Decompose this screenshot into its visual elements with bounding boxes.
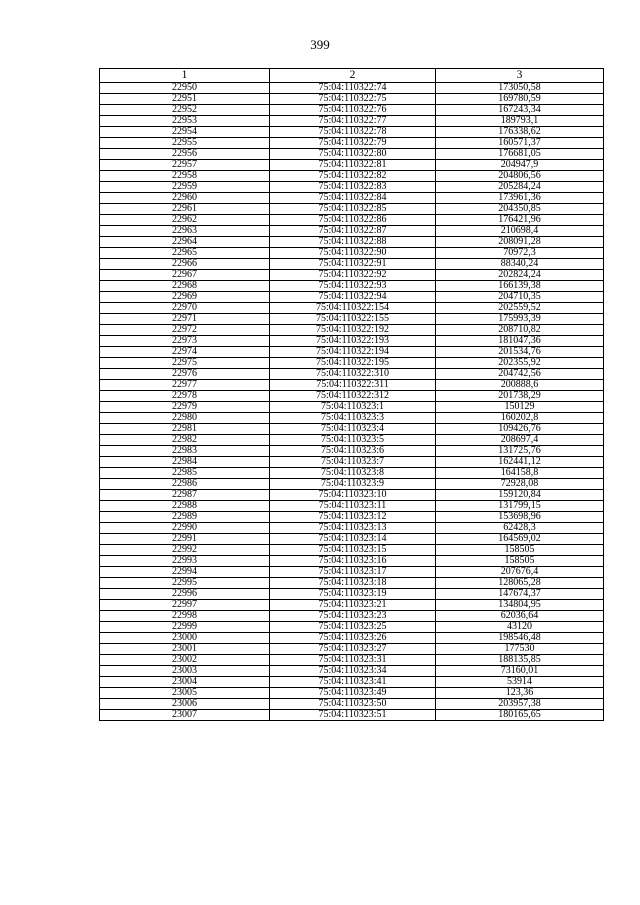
value-cell: 162441,12 — [436, 457, 604, 468]
value-cell: 204350,85 — [436, 204, 604, 215]
cadastral-number-cell: 75:04:110323:27 — [270, 644, 436, 655]
value-cell: 204806,56 — [436, 171, 604, 182]
value-cell: 109426,76 — [436, 424, 604, 435]
table-row — [100, 468, 604, 479]
row-number-cell: 22992 — [100, 545, 270, 556]
cadastral-number-cell: 75:04:110322:93 — [270, 281, 436, 292]
cadastral-number-cell: 75:04:110322:76 — [270, 105, 436, 116]
cadastral-number-cell: 75:04:110323:15 — [270, 545, 436, 556]
table-row — [100, 644, 604, 655]
cadastral-number-cell: 75:04:110322:90 — [270, 248, 436, 259]
row-number-cell: 22971 — [100, 314, 270, 325]
table-row — [100, 160, 604, 171]
value-cell: 88340,24 — [436, 259, 604, 270]
row-number-cell: 22957 — [100, 160, 270, 171]
row-number-cell: 22977 — [100, 380, 270, 391]
row-number-cell: 22995 — [100, 578, 270, 589]
value-cell: 200888,6 — [436, 380, 604, 391]
cadastral-number-cell: 75:04:110323:18 — [270, 578, 436, 589]
row-number-cell: 22969 — [100, 292, 270, 303]
row-number-cell: 22959 — [100, 182, 270, 193]
cadastral-number-cell: 75:04:110322:310 — [270, 369, 436, 380]
value-cell: 53914 — [436, 677, 604, 688]
row-number-cell: 22993 — [100, 556, 270, 567]
value-cell: 150129 — [436, 402, 604, 413]
row-number-cell: 22967 — [100, 270, 270, 281]
table-row — [100, 402, 604, 413]
value-cell: 159120,84 — [436, 490, 604, 501]
row-number-cell: 22970 — [100, 303, 270, 314]
cadastral-number-cell: 75:04:110322:92 — [270, 270, 436, 281]
row-number-cell: 22963 — [100, 226, 270, 237]
table-row — [100, 556, 604, 567]
row-number-cell: 22955 — [100, 138, 270, 149]
table-row — [100, 303, 604, 314]
row-number-cell: 22960 — [100, 193, 270, 204]
table-row — [100, 567, 604, 578]
value-cell: 167243,34 — [436, 105, 604, 116]
row-number-cell: 22983 — [100, 446, 270, 457]
table-row — [100, 424, 604, 435]
row-number-cell: 23004 — [100, 677, 270, 688]
cadastral-number-cell: 75:04:110323:25 — [270, 622, 436, 633]
value-cell: 164569,02 — [436, 534, 604, 545]
value-cell: 176681,05 — [436, 149, 604, 160]
table-row — [100, 435, 604, 446]
row-number-cell: 22972 — [100, 325, 270, 336]
cadastral-number-cell: 75:04:110323:3 — [270, 413, 436, 424]
column-header-1: 1 — [100, 69, 270, 83]
row-number-cell: 23001 — [100, 644, 270, 655]
table-row — [100, 380, 604, 391]
value-cell: 208697,4 — [436, 435, 604, 446]
table-row — [100, 589, 604, 600]
cadastral-number-cell: 75:04:110322:312 — [270, 391, 436, 402]
cadastral-number-cell: 75:04:110323:8 — [270, 468, 436, 479]
cadastral-number-cell: 75:04:110322:80 — [270, 149, 436, 160]
table-row — [100, 655, 604, 666]
row-number-cell: 22974 — [100, 347, 270, 358]
cadastral-number-cell: 75:04:110323:1 — [270, 402, 436, 413]
value-cell: 62036,64 — [436, 611, 604, 622]
table-row — [100, 248, 604, 259]
table-row — [100, 347, 604, 358]
table-row — [100, 281, 604, 292]
table-row — [100, 677, 604, 688]
cadastral-number-cell: 75:04:110323:17 — [270, 567, 436, 578]
value-cell: 204710,35 — [436, 292, 604, 303]
table-row — [100, 237, 604, 248]
row-number-cell: 22981 — [100, 424, 270, 435]
table-row — [100, 490, 604, 501]
cadastral-number-cell: 75:04:110322:81 — [270, 160, 436, 171]
value-cell: 205284,24 — [436, 182, 604, 193]
table-row — [100, 534, 604, 545]
table-row — [100, 83, 604, 94]
value-cell: 158505 — [436, 545, 604, 556]
value-cell: 202559,52 — [436, 303, 604, 314]
table-row — [100, 358, 604, 369]
table-row — [100, 622, 604, 633]
row-number-cell: 22988 — [100, 501, 270, 512]
table-row — [100, 292, 604, 303]
cadastral-number-cell: 75:04:110323:51 — [270, 710, 436, 721]
table-row — [100, 523, 604, 534]
table-row — [100, 578, 604, 589]
row-number-cell: 22978 — [100, 391, 270, 402]
value-cell: 147674,37 — [436, 589, 604, 600]
row-number-cell: 22964 — [100, 237, 270, 248]
cadastral-number-cell: 75:04:110323:21 — [270, 600, 436, 611]
value-cell: 175993,39 — [436, 314, 604, 325]
value-cell: 188135,85 — [436, 655, 604, 666]
value-cell: 202355,92 — [436, 358, 604, 369]
table-header-row — [100, 69, 604, 83]
row-number-cell: 23003 — [100, 666, 270, 677]
value-cell: 158505 — [436, 556, 604, 567]
table-row — [100, 149, 604, 160]
value-cell: 180165,65 — [436, 710, 604, 721]
row-number-cell: 22952 — [100, 105, 270, 116]
table-row — [100, 94, 604, 105]
table-row — [100, 501, 604, 512]
value-cell: 210698,4 — [436, 226, 604, 237]
table-row — [100, 666, 604, 677]
row-number-cell: 22980 — [100, 413, 270, 424]
value-cell: 160571,37 — [436, 138, 604, 149]
cadastral-number-cell: 75:04:110323:50 — [270, 699, 436, 710]
value-cell: 169780,59 — [436, 94, 604, 105]
table-row — [100, 512, 604, 523]
cadastral-number-cell: 75:04:110322:154 — [270, 303, 436, 314]
value-cell: 131725,76 — [436, 446, 604, 457]
table-row — [100, 457, 604, 468]
table-row — [100, 600, 604, 611]
value-cell: 166139,38 — [436, 281, 604, 292]
cadastral-number-cell: 75:04:110323:19 — [270, 589, 436, 600]
value-cell: 201738,29 — [436, 391, 604, 402]
row-number-cell: 22991 — [100, 534, 270, 545]
row-number-cell: 22994 — [100, 567, 270, 578]
data-table — [99, 68, 604, 721]
table-row — [100, 127, 604, 138]
cadastral-number-cell: 75:04:110322:91 — [270, 259, 436, 270]
table-row — [100, 270, 604, 281]
row-number-cell: 22985 — [100, 468, 270, 479]
cadastral-number-cell: 75:04:110322:83 — [270, 182, 436, 193]
table-row — [100, 688, 604, 699]
row-number-cell: 22975 — [100, 358, 270, 369]
cadastral-number-cell: 75:04:110322:75 — [270, 94, 436, 105]
table-row — [100, 391, 604, 402]
table-row — [100, 633, 604, 644]
table-row — [100, 479, 604, 490]
row-number-cell: 22998 — [100, 611, 270, 622]
cadastral-number-cell: 75:04:110322:87 — [270, 226, 436, 237]
value-cell: 204742,56 — [436, 369, 604, 380]
value-cell: 181047,36 — [436, 336, 604, 347]
cadastral-number-cell: 75:04:110323:34 — [270, 666, 436, 677]
cadastral-number-cell: 75:04:110322:193 — [270, 336, 436, 347]
row-number-cell: 23000 — [100, 633, 270, 644]
row-number-cell: 23002 — [100, 655, 270, 666]
row-number-cell: 22997 — [100, 600, 270, 611]
value-cell: 73160,01 — [436, 666, 604, 677]
cadastral-number-cell: 75:04:110322:311 — [270, 380, 436, 391]
row-number-cell: 22962 — [100, 215, 270, 226]
cadastral-number-cell: 75:04:110323:41 — [270, 677, 436, 688]
row-number-cell: 22965 — [100, 248, 270, 259]
table-row — [100, 611, 604, 622]
cadastral-number-cell: 75:04:110323:4 — [270, 424, 436, 435]
value-cell: 208710,82 — [436, 325, 604, 336]
value-cell: 62428,3 — [436, 523, 604, 534]
cadastral-number-cell: 75:04:110322:85 — [270, 204, 436, 215]
table-row — [100, 215, 604, 226]
row-number-cell: 22996 — [100, 589, 270, 600]
table-row — [100, 259, 604, 270]
row-number-cell: 22990 — [100, 523, 270, 534]
row-number-cell: 22953 — [100, 116, 270, 127]
row-number-cell: 23005 — [100, 688, 270, 699]
value-cell: 198546,48 — [436, 633, 604, 644]
row-number-cell: 22976 — [100, 369, 270, 380]
row-number-cell: 22968 — [100, 281, 270, 292]
cadastral-number-cell: 75:04:110323:16 — [270, 556, 436, 567]
row-number-cell: 22979 — [100, 402, 270, 413]
table-row — [100, 193, 604, 204]
table-row — [100, 710, 604, 721]
cadastral-number-cell: 75:04:110322:78 — [270, 127, 436, 138]
table-row — [100, 446, 604, 457]
value-cell: 153698,96 — [436, 512, 604, 523]
value-cell: 208091,28 — [436, 237, 604, 248]
row-number-cell: 22956 — [100, 149, 270, 160]
table-row — [100, 325, 604, 336]
value-cell: 173050,58 — [436, 83, 604, 94]
cadastral-number-cell: 75:04:110323:7 — [270, 457, 436, 468]
cadastral-number-cell: 75:04:110322:194 — [270, 347, 436, 358]
cadastral-number-cell: 75:04:110323:9 — [270, 479, 436, 490]
row-number-cell: 22987 — [100, 490, 270, 501]
row-number-cell: 22950 — [100, 83, 270, 94]
row-number-cell: 22986 — [100, 479, 270, 490]
cadastral-number-cell: 75:04:110322:155 — [270, 314, 436, 325]
cadastral-number-cell: 75:04:110322:195 — [270, 358, 436, 369]
row-number-cell: 22954 — [100, 127, 270, 138]
row-number-cell: 22966 — [100, 259, 270, 270]
cadastral-number-cell: 75:04:110323:23 — [270, 611, 436, 622]
cadastral-number-cell: 75:04:110322:192 — [270, 325, 436, 336]
cadastral-number-cell: 75:04:110322:74 — [270, 83, 436, 94]
row-number-cell: 22958 — [100, 171, 270, 182]
row-number-cell: 22999 — [100, 622, 270, 633]
row-number-cell: 22951 — [100, 94, 270, 105]
value-cell: 176338,62 — [436, 127, 604, 138]
table-row — [100, 699, 604, 710]
cadastral-number-cell: 75:04:110323:10 — [270, 490, 436, 501]
value-cell: 123,36 — [436, 688, 604, 699]
row-number-cell: 22989 — [100, 512, 270, 523]
cadastral-number-cell: 75:04:110322:79 — [270, 138, 436, 149]
value-cell: 201534,76 — [436, 347, 604, 358]
value-cell: 72928,08 — [436, 479, 604, 490]
value-cell: 176421,96 — [436, 215, 604, 226]
cadastral-number-cell: 75:04:110323:26 — [270, 633, 436, 644]
row-number-cell: 22982 — [100, 435, 270, 446]
value-cell: 204947,9 — [436, 160, 604, 171]
table-row — [100, 182, 604, 193]
table-row — [100, 314, 604, 325]
value-cell: 203957,38 — [436, 699, 604, 710]
cadastral-number-cell: 75:04:110322:94 — [270, 292, 436, 303]
cadastral-number-cell: 75:04:110322:86 — [270, 215, 436, 226]
table-row — [100, 413, 604, 424]
row-number-cell: 22961 — [100, 204, 270, 215]
table-row — [100, 336, 604, 347]
value-cell: 43120 — [436, 622, 604, 633]
cadastral-number-cell: 75:04:110322:77 — [270, 116, 436, 127]
value-cell: 202824,24 — [436, 270, 604, 281]
row-number-cell: 22973 — [100, 336, 270, 347]
table-row — [100, 116, 604, 127]
value-cell: 70972,3 — [436, 248, 604, 259]
cadastral-number-cell: 75:04:110323:31 — [270, 655, 436, 666]
value-cell: 173961,36 — [436, 193, 604, 204]
table-row — [100, 105, 604, 116]
value-cell: 207676,4 — [436, 567, 604, 578]
value-cell: 134804,95 — [436, 600, 604, 611]
value-cell: 128065,28 — [436, 578, 604, 589]
cadastral-number-cell: 75:04:110323:13 — [270, 523, 436, 534]
cadastral-number-cell: 75:04:110322:84 — [270, 193, 436, 204]
value-cell: 160202,8 — [436, 413, 604, 424]
cadastral-number-cell: 75:04:110323:49 — [270, 688, 436, 699]
value-cell: 177530 — [436, 644, 604, 655]
row-number-cell: 23006 — [100, 699, 270, 710]
column-header-2: 2 — [270, 69, 436, 83]
column-header-3: 3 — [436, 69, 604, 83]
cadastral-number-cell: 75:04:110323:6 — [270, 446, 436, 457]
cadastral-number-cell: 75:04:110322:82 — [270, 171, 436, 182]
value-cell: 131799,15 — [436, 501, 604, 512]
table-row — [100, 226, 604, 237]
value-cell: 189793,1 — [436, 116, 604, 127]
cadastral-number-cell: 75:04:110322:88 — [270, 237, 436, 248]
table-row — [100, 171, 604, 182]
page-number: 399 — [310, 37, 330, 52]
cadastral-number-cell: 75:04:110323:5 — [270, 435, 436, 446]
row-number-cell: 23007 — [100, 710, 270, 721]
row-number-cell: 22984 — [100, 457, 270, 468]
cadastral-number-cell: 75:04:110323:12 — [270, 512, 436, 523]
cadastral-number-cell: 75:04:110323:14 — [270, 534, 436, 545]
table-row — [100, 545, 604, 556]
table-row — [100, 204, 604, 215]
table-row — [100, 369, 604, 380]
table-row — [100, 138, 604, 149]
table-body — [100, 83, 604, 721]
value-cell: 164158,8 — [436, 468, 604, 479]
cadastral-number-cell: 75:04:110323:11 — [270, 501, 436, 512]
